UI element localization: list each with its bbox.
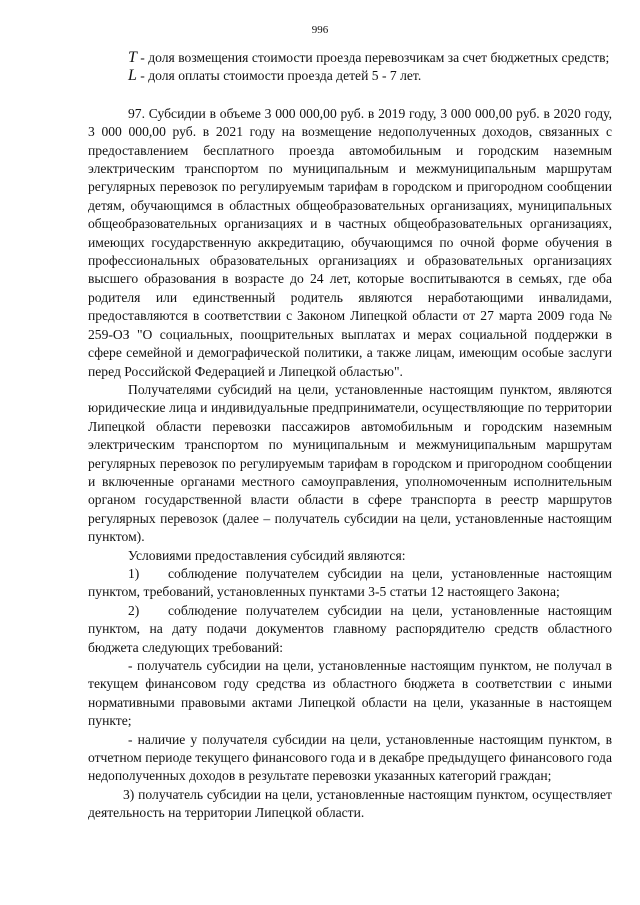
definition-t xyxy=(88,49,612,67)
condition-item-2 xyxy=(88,602,612,657)
requirement-dash-2: - наличие у получателя субсидии на цели, установленные настоящим пунктом, в отчетном периоде текущего финансового года и в декабре предыдущего финансового года недополученных доходов в результате перевозки указанных категорий граждан; xyxy=(88,731,612,784)
variable-l: L xyxy=(128,67,137,85)
definition-l-text: - доля оплаты стоимости проезда детей 5 - 7 лет. xyxy=(136,68,422,84)
paragraph-conditions: Условиями предоставления субсидий являются: xyxy=(128,547,406,563)
condition-item-2-number: 2) xyxy=(128,602,140,618)
definition-l xyxy=(88,67,612,85)
paragraph-97: 97. Субсидии в объеме 3 000 000,00 руб. в 2019 году, 3 000 000,00 руб. в 2020 году, 3 000 000,00 руб. в 2021 году на возмещение недополученных доходов, связанных с предоставлением бесплатного проезда автомобильным и городским наземным электрическим транспортом по муниципальным и межмуниципальным маршрутам регулярных перевозок по регулируемым тарифам в городском и пригородном сообщении детям, обучающимся в областных общеобразовательных организациях, муниципальных общеобразовательных организациях и в частных общеобразовательных организациях, имеющих государственную аккредитацию, обучающимся по очной форме обучения в профессиональных образовательных организациях и образовательных организациях высшего образования в возрасте до 24 лет, которые воспитываются в семьях, где оба родителя или единственный родитель являются неработающими инвалидами, предоставляются в соответствии с Законом Липецкой области от 27 марта 2009 года № 259-ОЗ "О социальных, поощрительных выплатах и мерах социальной поддержки в сфере семейной и демографической политики, а также лицам, имеющим особые заслуги перед Российской Федерацией и Липецкой областью". xyxy=(88,105,612,379)
paragraph-recipients: Получателями субсидий на цели, установленные настоящим пунктом, являются юридические лица и индивидуальные предприниматели, осуществляющие по территории Липецкой области перевозки пассажиров автомобильным и городским наземным электрическим транспортом по муниципальным и межмуниципальным маршрутам регулярных перевозок по регулируемым тарифам в городском и пригородном сообщении и включенные органами местного самоуправления, уполномоченным исполнительным органом государственной власти области в сфере транспорта в реестр маршрутов регулярных перевозок (далее – получатель субсидии на цели, установленные настоящим пунктом). xyxy=(88,381,612,545)
definition-t-text: - доля возмещения стоимости проезда перевозчикам за счет бюджетных средств; xyxy=(136,50,610,65)
condition-item-2-text: соблюдение получателем субсидии на цели, установленные настоящим пунктом, на дату подачи документов главному распорядителю средств областного бюджета следующих требований: xyxy=(88,602,612,655)
page-number: 996 xyxy=(311,24,329,36)
condition-item-1-text: соблюдение получателем субсидии на цели, установленные настоящим пунктом, требований, установленных пунктами 3-5 статьи 12 настоящего Закона; xyxy=(88,565,612,600)
condition-item-3: 3) получатель субсидии на цели, установленные настоящим пунктом, осуществляет деятельность на территории Липецкой области. xyxy=(88,786,612,821)
requirement-dash-1: - получатель субсидии на цели, установленные настоящим пунктом, не получал в текущем финансовом году средства из областного бюджета в соответствии с иными нормативными правовыми актами Липецкой области на цели, указанные в настоящем пункте; xyxy=(88,658,612,729)
condition-item-1-number: 1) xyxy=(128,565,140,581)
document-body xyxy=(88,49,612,823)
variable-t: T xyxy=(128,49,137,66)
condition-item-1 xyxy=(88,565,612,602)
